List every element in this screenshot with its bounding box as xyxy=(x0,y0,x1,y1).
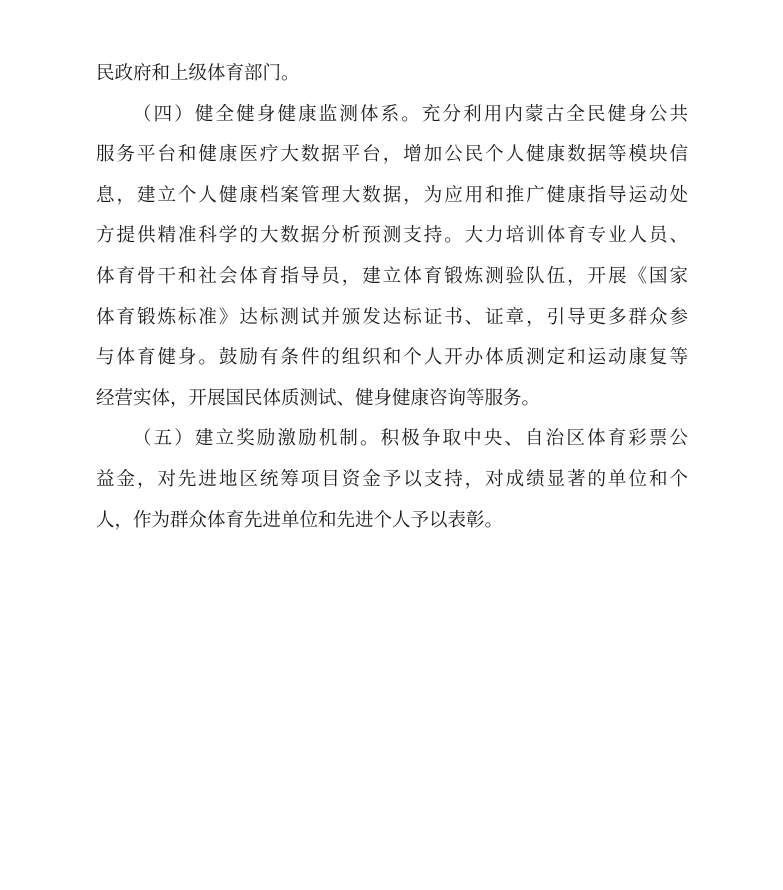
paragraph-continuation xyxy=(96,54,688,95)
text-line: 经营实体，开展国民体质测试、健身健康咨询等服务。 xyxy=(96,387,541,409)
text-line: 体育骨干和社会体育指导员，建立体育锻炼测验队伍，开展《国家 xyxy=(96,265,688,287)
paragraph-section-5 xyxy=(96,419,688,541)
text-line: 益金，对先进地区统筹项目资金予以支持，对成绩显著的单位和个 xyxy=(96,468,688,490)
text-line: 民政府和上级体育部门。 xyxy=(96,63,300,84)
text-line: 体育锻炼标准》达标测试并颁发达标证书、证章，引导更多群众参 xyxy=(96,306,688,328)
paragraph-section-4 xyxy=(96,95,688,420)
text-line: 与体育健身。鼓励有条件的组织和个人开办体质测定和运动康复等 xyxy=(96,347,688,369)
text-line: 人，作为群众体育先进单位和先进个人予以表彰。 xyxy=(96,509,504,531)
text-line: 方提供精准科学的大数据分析预测支持。大力培训体育专业人员、 xyxy=(96,225,688,247)
section-heading-line: （四）健全健身健康监测体系。充分利用内蒙古全民健身公共 xyxy=(133,103,688,125)
text-line: 息，建立个人健康档案管理大数据，为应用和推广健康指导运动处 xyxy=(96,184,688,206)
document-page xyxy=(96,54,688,541)
section-heading-line: （五）建立奖励激励机制。积极争取中央、自治区体育彩票公 xyxy=(133,428,688,450)
text-line: 服务平台和健康医疗大数据平台，增加公民个人健康数据等模块信 xyxy=(96,144,688,166)
